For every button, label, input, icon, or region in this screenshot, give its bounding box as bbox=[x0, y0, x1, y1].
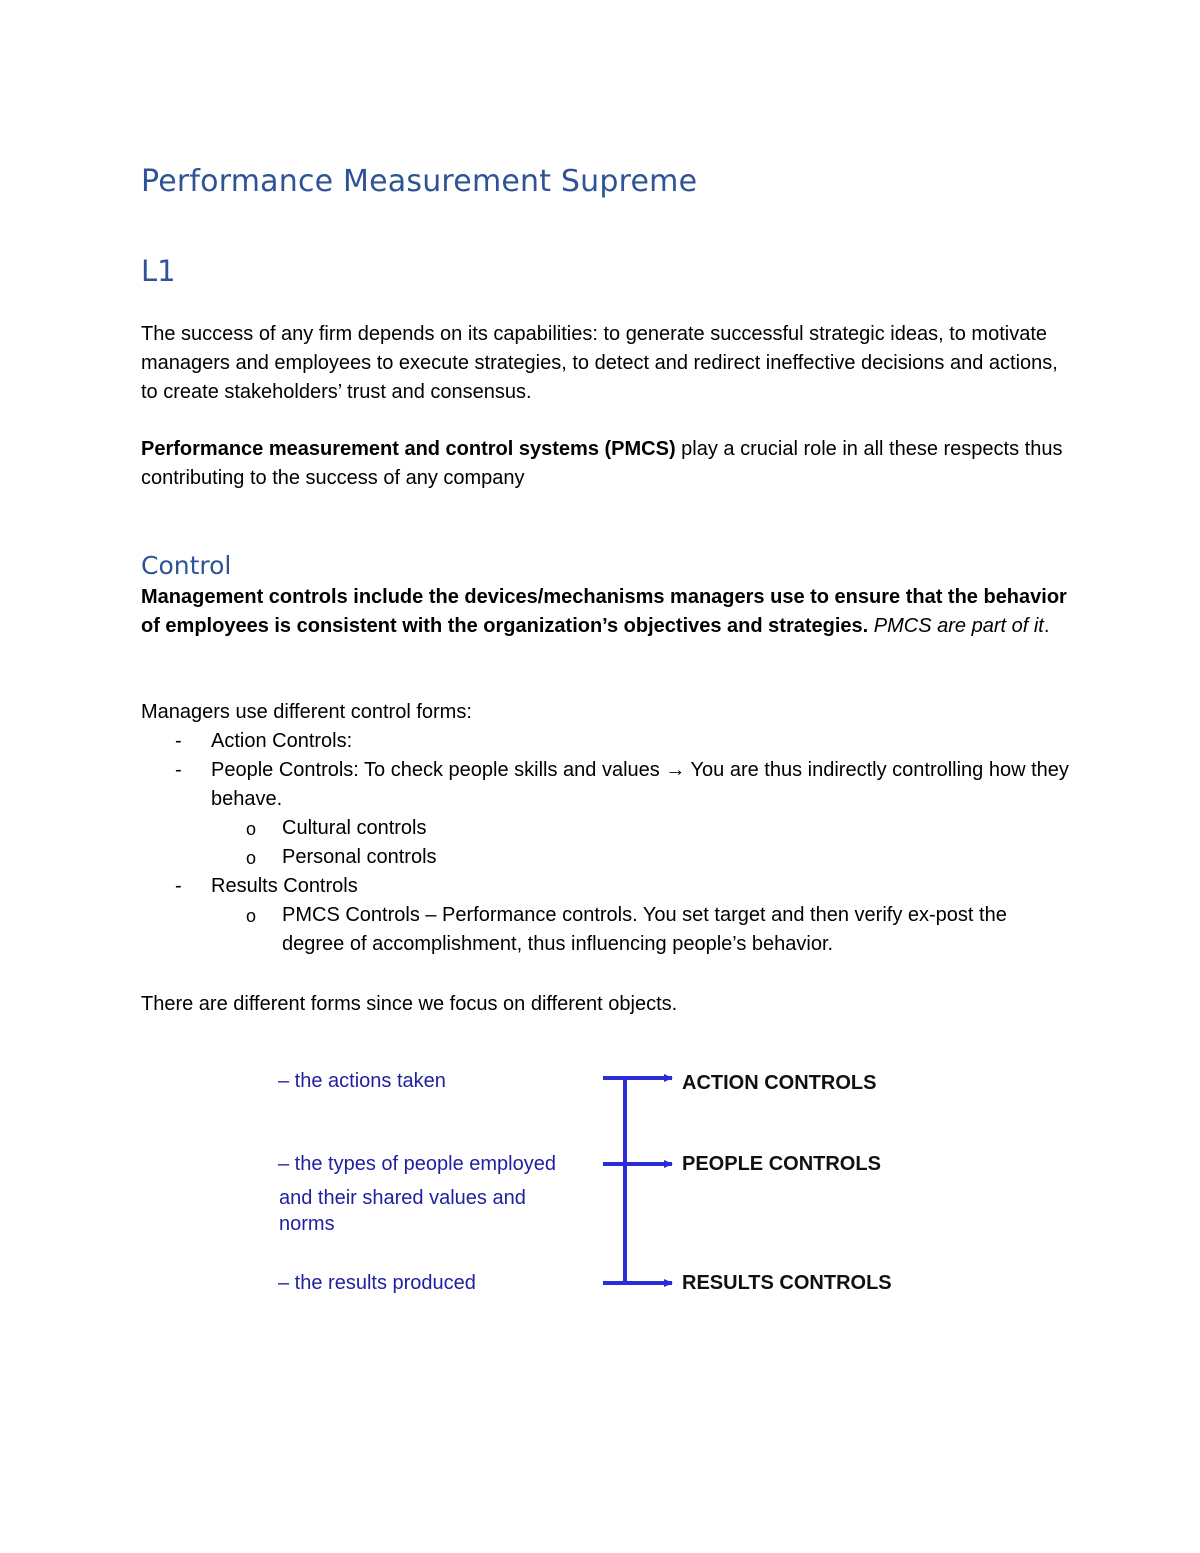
pmcs-bold-term: Performance measurement and control systems (PMCS) bbox=[141, 438, 676, 460]
list-item-text: PMCS Controls – Performance controls. You set target and then verify ex-post the degree of accomplishment, thus influencing people’s behavior. bbox=[282, 904, 1007, 955]
list-item-text: Action Controls: bbox=[211, 730, 353, 752]
section-heading-control: Control bbox=[141, 551, 232, 580]
list-item-text: Cultural controls bbox=[282, 817, 427, 839]
label-action-controls: ACTION CONTROLS bbox=[682, 1072, 877, 1094]
dash-marker: - bbox=[175, 875, 182, 897]
label-results-controls: RESULTS CONTROLS bbox=[682, 1272, 892, 1294]
list-item-text: People Controls: To check people skills and values bbox=[211, 759, 666, 781]
dash-marker: - bbox=[175, 730, 182, 752]
pmcs-rest: play a crucial role in all these respects thus contributing to the success of any company bbox=[141, 438, 1063, 489]
bullet-marker: o bbox=[246, 906, 257, 926]
paragraph-different-forms: There are different forms since we focus on different objects. bbox=[141, 993, 678, 1015]
period: . bbox=[1043, 615, 1050, 637]
section-heading-l1: L1 bbox=[141, 254, 176, 288]
diagram-item-actions: – the actions taken bbox=[278, 1070, 446, 1092]
dash-marker: - bbox=[175, 759, 182, 781]
bullet-marker: o bbox=[246, 819, 257, 839]
management-controls-bold: Management controls include the devices/mechanisms managers use to ensure that the behavior of employees is consistent with the organization’s objectives and strategies. bbox=[141, 586, 1067, 637]
diagram-item-results: – the results produced bbox=[278, 1272, 476, 1294]
label-people-controls: PEOPLE CONTROLS bbox=[682, 1153, 881, 1175]
pmcs-part-italic: PMCS are part of it bbox=[873, 615, 1044, 637]
document-title: Performance Measurement Supreme bbox=[141, 164, 698, 199]
paragraph-success: The success of any firm depends on its capabilities: to generate successful strategic ideas, to motivate managers and employees to execute strategies, to detect and redirect ineffective decisions and actions, to create stakeholders’ trust and consensus. bbox=[141, 323, 1058, 403]
bullet-marker: o bbox=[246, 848, 257, 868]
list-item-text: Personal controls bbox=[282, 846, 437, 868]
list-item-text: You are thus indirectly controlling how they behave. bbox=[211, 759, 1069, 810]
paragraph-control-forms: Managers use different control forms: bbox=[141, 701, 472, 723]
diagram-item-people-continued: and their shared values and norms bbox=[279, 1187, 526, 1235]
diagram-item-people: – the types of people employed bbox=[278, 1153, 556, 1175]
list-item-text: Results Controls bbox=[211, 875, 358, 897]
arrow-right-icon: → bbox=[665, 759, 686, 781]
